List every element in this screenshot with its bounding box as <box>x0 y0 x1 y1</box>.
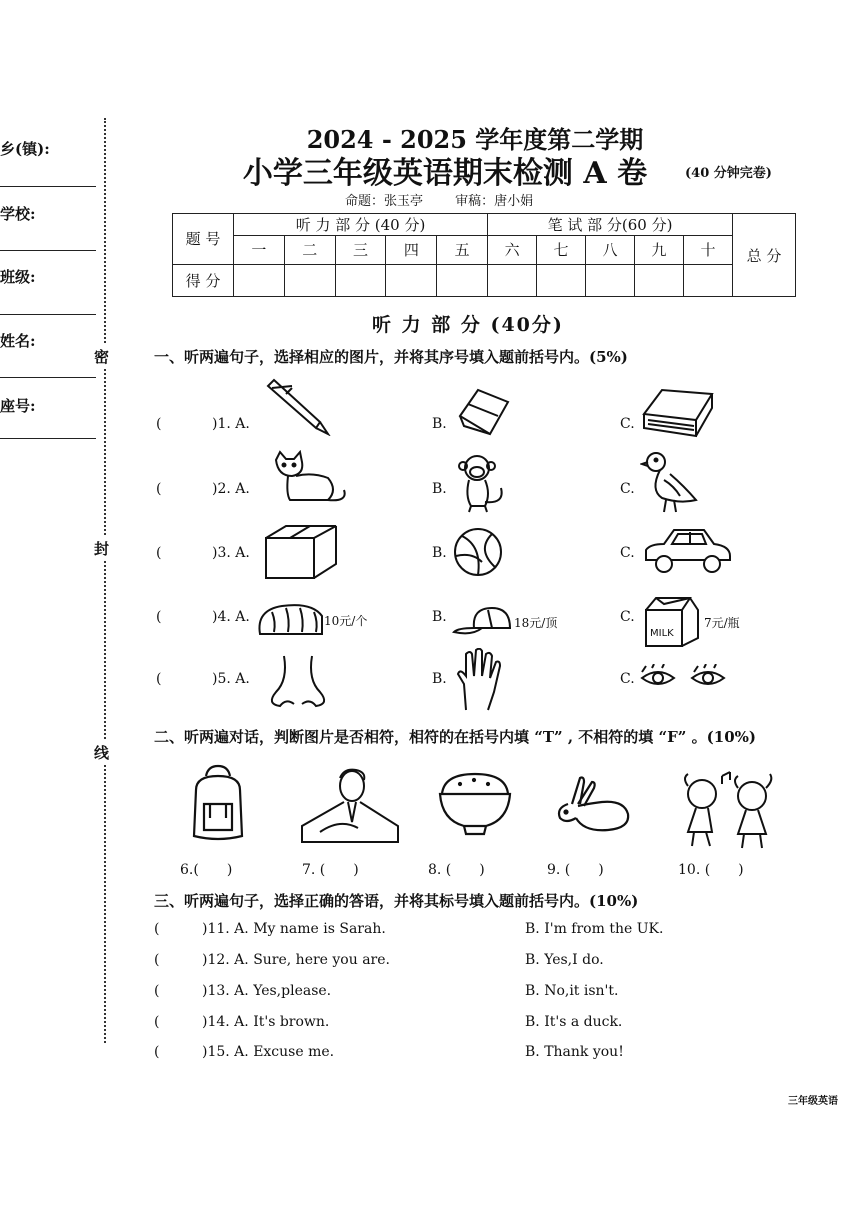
score-cell[interactable] <box>537 264 586 296</box>
ball-icon <box>452 526 504 578</box>
option-a: )12. A. Sure, here you are. <box>202 952 390 968</box>
column-header: 九 <box>634 236 683 264</box>
option-b-label: B. <box>432 416 447 432</box>
answer-paren[interactable]: ( <box>156 416 162 432</box>
field-underline <box>0 314 96 315</box>
answer-paren[interactable]: ( <box>154 983 160 999</box>
option-c-label: C. <box>620 545 635 561</box>
column-header: 七 <box>537 236 586 264</box>
option-c-label: C. <box>620 416 635 432</box>
field-underline <box>0 186 96 187</box>
writing-group-header: 笔 试 部 分(60 分) <box>488 214 733 236</box>
total-header: 总 分 <box>733 214 796 297</box>
seal-mark-feng: 封 <box>94 536 109 561</box>
book-icon <box>640 384 716 440</box>
field-school-label: 学校: <box>0 205 36 223</box>
score-cell[interactable] <box>488 264 537 296</box>
bread-price: 10元/个 <box>324 614 368 628</box>
question-number: )4. A. <box>212 609 250 625</box>
tf-item-7[interactable]: 7. ( ) <box>302 862 359 878</box>
field-underline <box>0 438 96 439</box>
score-cell[interactable] <box>683 264 732 296</box>
eraser-icon <box>456 386 512 438</box>
box-icon <box>264 524 340 580</box>
time-note: (40 分钟完卷) <box>685 166 772 181</box>
option-c-label: C. <box>620 609 635 625</box>
dancing-girls-icon <box>678 770 782 850</box>
row-header-number: 题 号 <box>173 214 234 265</box>
field-name-label: 姓名: <box>0 332 36 350</box>
monkey-icon <box>455 452 509 514</box>
backpack-icon <box>188 764 248 842</box>
field-seat-label: 座号: <box>0 397 36 415</box>
footer-label: 三年级英语 <box>788 1096 838 1107</box>
answer-paren[interactable]: ( <box>156 671 162 687</box>
listening-group-header: 听 力 部 分 (40 分) <box>234 214 488 236</box>
score-cell[interactable] <box>386 264 437 296</box>
cat-icon <box>268 450 350 506</box>
question-number: )5. A. <box>212 671 250 687</box>
cap-price: 18元/顶 <box>514 616 558 630</box>
score-table <box>172 213 796 297</box>
field-class-label: 班级: <box>0 268 36 286</box>
answer-paren[interactable]: ( <box>154 921 160 937</box>
option-b-label: B. <box>432 671 447 687</box>
hand-icon <box>454 648 508 712</box>
column-header: 十 <box>683 236 732 264</box>
score-cell[interactable] <box>634 264 683 296</box>
option-b-label: B. <box>432 545 447 561</box>
option-a: )15. A. Excuse me. <box>202 1044 335 1060</box>
question-number: )2. A. <box>212 481 250 497</box>
column-header: 三 <box>335 236 386 264</box>
column-header: 五 <box>437 236 488 264</box>
reviewer: 审稿：唐小娟 <box>455 194 534 209</box>
seal-mark-mi: 密 <box>94 344 109 369</box>
option-b-label: B. <box>432 481 447 497</box>
answer-paren[interactable]: ( <box>156 609 162 625</box>
section-title: 听 力 部 分 (40分) <box>372 314 564 336</box>
rabbit-icon <box>554 774 634 836</box>
tf-item-9[interactable]: 9. ( ) <box>547 862 604 878</box>
field-underline <box>0 377 96 378</box>
score-cell[interactable] <box>335 264 386 296</box>
score-cell[interactable] <box>234 264 285 296</box>
score-cell[interactable] <box>284 264 335 296</box>
car-icon <box>642 526 734 576</box>
answer-paren[interactable]: ( <box>156 545 162 561</box>
option-c-label: C. <box>620 671 635 687</box>
column-header: 八 <box>586 236 635 264</box>
bird-icon <box>640 450 700 514</box>
seal-dotted-line <box>104 118 106 1043</box>
option-b-label: B. <box>432 609 447 625</box>
field-town-label: 乡(镇): <box>0 140 50 158</box>
authors-line <box>345 190 561 209</box>
option-b: B. Yes,I do. <box>525 952 604 968</box>
nose-icon <box>266 654 330 712</box>
option-b: B. Thank you! <box>525 1044 624 1060</box>
tf-item-10[interactable]: 10. ( ) <box>678 862 744 878</box>
pen-icon <box>262 378 332 436</box>
column-header: 一 <box>234 236 285 264</box>
part2-heading: 二、听两遍对话，判断图片是否相符，相符的在括号内填 “T” , 不相符的填 “F” 。(10%) <box>154 728 756 746</box>
option-a: )11. A. My name is Sarah. <box>202 921 386 937</box>
field-underline <box>0 250 96 251</box>
year-line: 2024 - 2025 学年度第二学期 <box>306 125 644 154</box>
tf-item-6[interactable]: 6.( ) <box>180 862 233 878</box>
eyes-icon <box>638 664 730 696</box>
column-header: 二 <box>284 236 335 264</box>
option-a: )14. A. It's brown. <box>202 1014 330 1030</box>
column-header: 四 <box>386 236 437 264</box>
milk-icon <box>642 594 700 648</box>
tf-item-8[interactable]: 8. ( ) <box>428 862 485 878</box>
part3-heading: 三、听两遍句子，选择正确的答语，并将其标号填入题前括号内。(10%) <box>154 892 639 910</box>
answer-paren[interactable]: ( <box>156 481 162 497</box>
milk-label: MILK <box>650 628 674 639</box>
rice-bowl-icon <box>436 772 514 836</box>
question-number: )3. A. <box>212 545 250 561</box>
option-b: B. I'm from the UK. <box>525 921 664 937</box>
part1-heading: 一、听两遍句子，选择相应的图片，并将其序号填入题前括号内。(5%) <box>154 348 628 366</box>
cap-icon <box>452 604 514 638</box>
author: 命题：张玉亭 <box>345 194 424 209</box>
option-c-label: C. <box>620 481 635 497</box>
man-icon <box>300 766 400 844</box>
question-number: )1. A. <box>212 416 250 432</box>
bread-icon <box>256 598 326 640</box>
score-cell[interactable] <box>437 264 488 296</box>
seal-mark-xian: 线 <box>94 740 109 765</box>
answer-paren[interactable]: ( <box>154 1014 160 1030</box>
exam-title: 小学三年级英语期末检测 A 卷 <box>242 156 648 191</box>
option-b: B. It's a duck. <box>525 1014 623 1030</box>
option-b: B. No,it isn't. <box>525 983 619 999</box>
answer-paren[interactable]: ( <box>154 952 160 968</box>
score-cell[interactable] <box>586 264 635 296</box>
row-header-score: 得 分 <box>173 264 234 296</box>
option-a: )13. A. Yes,please. <box>202 983 332 999</box>
milk-price: 7元/瓶 <box>704 616 740 630</box>
answer-paren[interactable]: ( <box>154 1044 160 1060</box>
column-header: 六 <box>488 236 537 264</box>
